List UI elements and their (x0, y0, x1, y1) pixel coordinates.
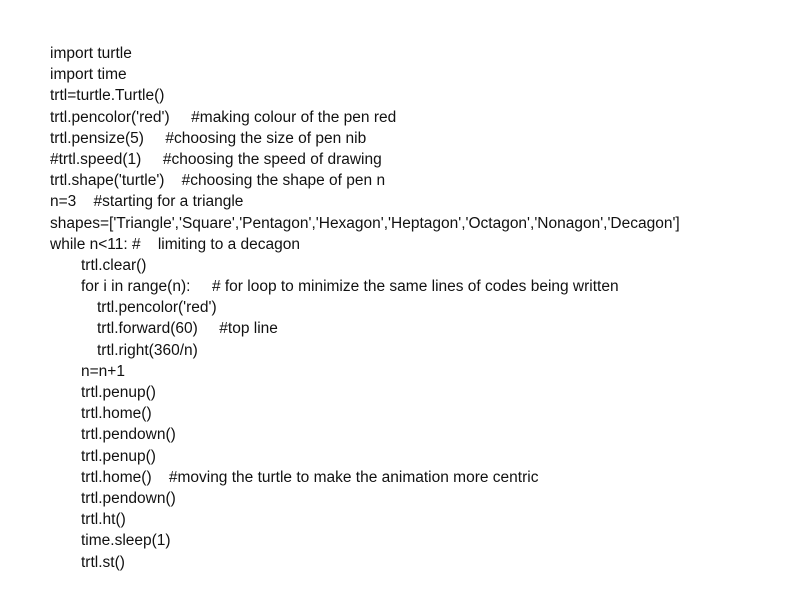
code-line: for i in range(n): # for loop to minimize the same lines of codes being written (81, 278, 619, 296)
code-line: trtl.st() (81, 553, 125, 571)
code-line: while n<11: # limiting to a decagon (50, 235, 301, 253)
code-line: trtl.pensize(5) #choosing the size of pen nib (50, 129, 367, 147)
code-document (50, 43, 790, 573)
code-line: trtl.ht() (81, 511, 126, 529)
code-line: trtl.pendown() (81, 489, 176, 507)
code-line: #trtl.speed(1) #choosing the speed of drawing (50, 150, 382, 168)
code-line: trtl.penup() (81, 384, 156, 401)
code-line: trtl.penup() (81, 447, 156, 465)
code-line: trtl.right(360/n) (97, 341, 198, 359)
code-line: shapes=['Triangle','Square','Pentagon','Hexagon','Heptagon','Octagon','Nonagon','Decagon'] (50, 214, 680, 232)
code-line: trtl.shape('turtle') #choosing the shape of pen n (50, 172, 386, 190)
code-line: import time (50, 66, 127, 84)
code-line: n=3 #starting for a triangle (50, 193, 244, 211)
code-line: trtl.forward(60) #top line (97, 320, 278, 338)
code-line: trtl.clear() (81, 256, 147, 274)
code-line: trtl.pencolor('red') #making colour of the pen red (50, 108, 397, 126)
code-line: trtl.home() (81, 405, 152, 423)
code-line: time.sleep(1) (81, 532, 171, 550)
code-line: trtl.pendown() (81, 426, 176, 444)
code-line: import turtle (50, 45, 132, 62)
code-line: trtl.pencolor('red') (97, 299, 217, 317)
code-line: n=n+1 (81, 362, 125, 380)
code-line: trtl.home() #moving the turtle to make the animation more centric (81, 468, 539, 486)
code-line: trtl=turtle.Turtle() (50, 87, 165, 105)
